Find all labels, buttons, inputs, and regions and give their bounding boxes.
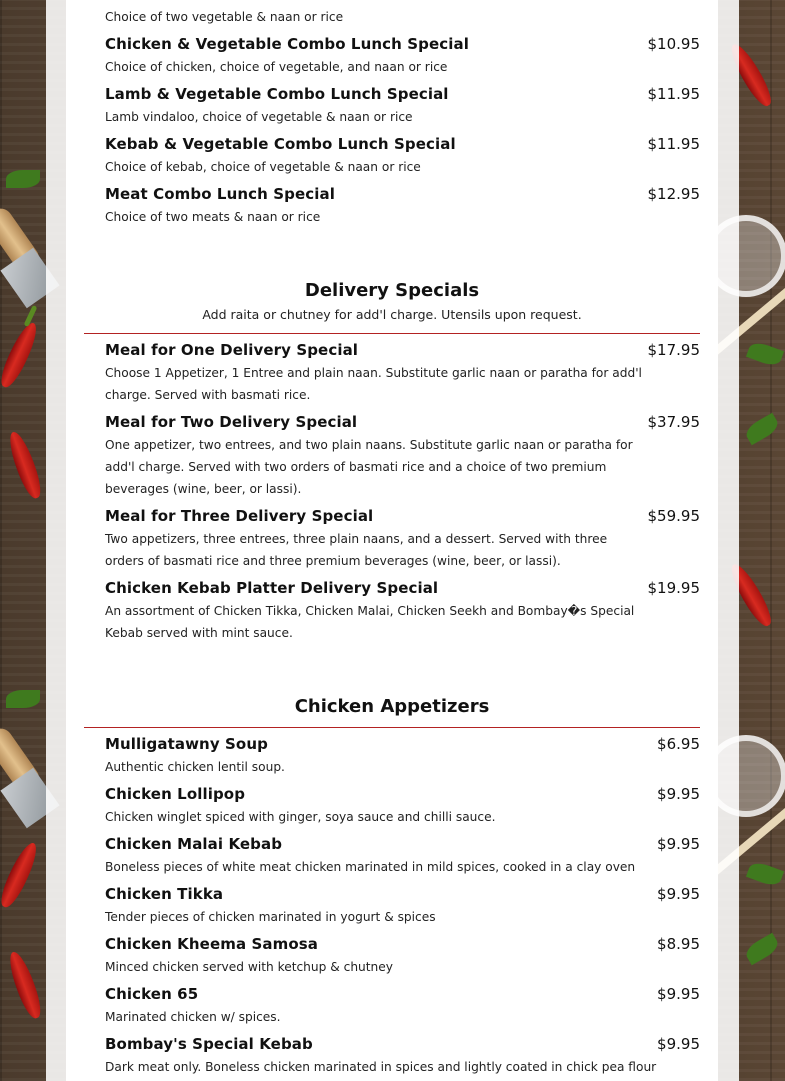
menu-item-name: Chicken Kebab Platter Delivery Special [105, 579, 439, 597]
menu-item-name: Chicken Kheema Samosa [105, 935, 319, 953]
menu-item-description: Two appetizers, three entrees, three plain naans, and a dessert. Served with three orders of basmati rice and three premium beverages (wine, beer, or lassi). [105, 532, 608, 568]
menu-item-name: Kebab & Vegetable Combo Lunch Special [105, 135, 456, 153]
menu-item-name: Chicken Lollipop [105, 785, 246, 803]
menu-item-price: $8.95 [657, 935, 700, 953]
menu-item-name: Meal for Three Delivery Special [105, 507, 374, 525]
menu-item-description: Minced chicken served with ketchup & chutney [105, 960, 393, 974]
menu-item-description: Chicken winglet spiced with ginger, soya sauce and chilli sauce. [105, 810, 496, 824]
menu-item-price: $9.95 [657, 985, 700, 1003]
section-title-delivery: Delivery Specials [304, 280, 480, 301]
menu-item-name: Mulligatawny Soup [105, 735, 268, 753]
menu-item-price: $59.95 [647, 507, 700, 525]
menu-item-name: Chicken 65 [105, 985, 199, 1003]
menu-item-price: $11.95 [647, 85, 700, 103]
menu-item-name: Bombay's Special Kebab [105, 1035, 313, 1053]
menu-item-price: $11.95 [647, 135, 700, 153]
menu-item-price: $12.95 [647, 185, 700, 203]
menu-item-name: Chicken & Vegetable Combo Lunch Special [105, 35, 469, 53]
menu-item-name: Meat Combo Lunch Special [105, 185, 335, 203]
menu-item-description: Choice of chicken, choice of vegetable, and naan or rice [105, 60, 448, 74]
menu-item-description: One appetizer, two entrees, and two plain naans. Substitute garlic naan or paratha for add'l charge. Served with two orders of basmati rice and a choice of two premium beverages (wine, beer, or lassi). [105, 438, 633, 496]
menu-item-description: Choose 1 Appetizer, 1 Entree and plain naan. Substitute garlic naan or paratha for add'l charge. Served with basmati rice. [105, 366, 642, 402]
menu-item-name: Meal for One Delivery Special [105, 341, 359, 359]
menu-item-description: Boneless pieces of white meat chicken marinated in mild spices, cooked in a clay oven [105, 860, 636, 874]
herb-leaf-decoration [6, 690, 40, 708]
menu-item-price: $17.95 [647, 341, 700, 359]
menu-item-description: Dark meat only. Boneless chicken marinated in spices and lightly coated in chick pea flour [105, 1060, 657, 1074]
herb-leaf-decoration [746, 340, 784, 369]
section-divider [84, 727, 700, 728]
menu-item-price: $19.95 [647, 579, 700, 597]
menu-item-price: $6.95 [657, 735, 700, 753]
menu-item-description: An assortment of Chicken Tikka, Chicken Malai, Chicken Seekh and Bombay�s Special Kebab served with mint sauce. [105, 604, 635, 640]
herb-leaf-decoration [6, 170, 40, 188]
herb-leaf-decoration [743, 413, 781, 446]
chili-pepper-decoration [5, 949, 46, 1021]
menu-item-name: Meal for Two Delivery Special [105, 413, 358, 431]
menu-item-description: Marinated chicken w/ spices. [105, 1010, 281, 1024]
menu-item-description: Authentic chicken lentil soup. [105, 760, 285, 774]
menu-item-price: $9.95 [657, 885, 700, 903]
menu-item-description: Lamb vindaloo, choice of vegetable & naan or rice [105, 110, 413, 124]
knife-handle-decoration [0, 724, 44, 796]
menu-item-name: Lamb & Vegetable Combo Lunch Special [105, 85, 449, 103]
herb-leaf-decoration [743, 933, 781, 966]
menu-item-description: Tender pieces of chicken marinated in yogurt & spices [105, 910, 436, 924]
menu-item-price: $9.95 [657, 785, 700, 803]
section-subtitle-delivery: Add raita or chutney for add'l charge. Utensils upon request. [202, 307, 582, 322]
knife-handle-decoration [0, 204, 44, 276]
menu-item-name: Chicken Tikka [105, 885, 224, 903]
menu-item-name: Chicken Malai Kebab [105, 835, 283, 853]
section-title-chicken-appetizers: Chicken Appetizers [294, 696, 490, 717]
chili-pepper-decoration [5, 429, 46, 501]
chili-pepper-decoration [0, 839, 42, 910]
menu-item-description: Choice of two meats & naan or rice [105, 210, 321, 224]
menu-item-description: Choice of kebab, choice of vegetable & naan or rice [105, 160, 421, 174]
section-divider [84, 333, 700, 334]
menu-item-price: $9.95 [657, 1035, 700, 1053]
menu-item-price: $10.95 [647, 35, 700, 53]
pepper-stem-decoration [24, 305, 38, 327]
herb-leaf-decoration [746, 860, 784, 889]
menu-item-description: Choice of two vegetable & naan or rice [105, 10, 344, 24]
menu-item-price: $9.95 [657, 835, 700, 853]
chili-pepper-decoration [0, 319, 42, 390]
menu-item-price: $37.95 [647, 413, 700, 431]
